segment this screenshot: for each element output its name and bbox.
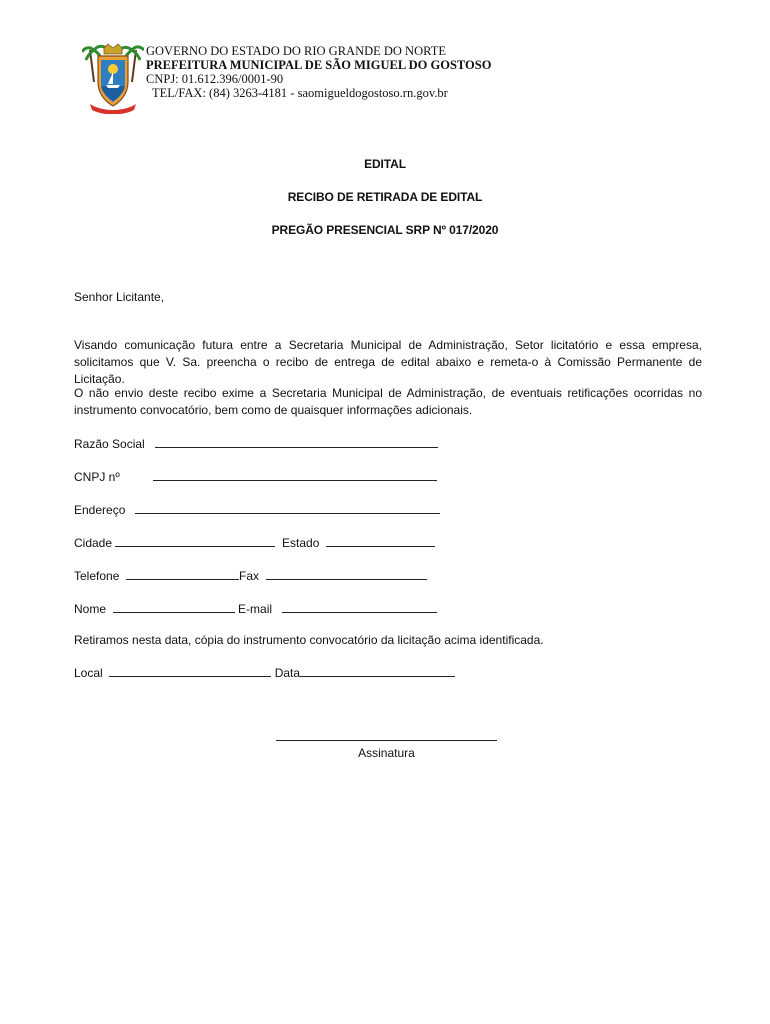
- header-cnpj-line: CNPJ: 01.612.396/0001-90: [146, 72, 284, 86]
- data-label: Data: [274, 666, 301, 680]
- title-pregao: PREGÃO PRESENCIAL SRP Nº 017/2020: [271, 223, 499, 237]
- signature-line: [276, 740, 497, 741]
- nome-blank: [113, 600, 235, 613]
- email-blank: [282, 600, 437, 613]
- cidade-label: Cidade: [74, 536, 113, 550]
- local-blank: [109, 664, 271, 677]
- nome-label: Nome: [74, 602, 107, 616]
- field-telefone-fax: [74, 567, 427, 583]
- telefone-label: Telefone: [74, 569, 120, 583]
- estado-blank: [326, 534, 435, 547]
- institution-header: [146, 44, 491, 100]
- cnpj-blank: [153, 468, 437, 481]
- razao-social-blank: [155, 435, 438, 448]
- title-edital: EDITAL: [364, 157, 406, 171]
- field-nome-email: [74, 600, 437, 616]
- data-blank: [300, 664, 455, 677]
- header-contact-line: TEL/FAX: (84) 3263-4181 - saomigueldogostoso.rn.gov.br: [152, 86, 448, 100]
- retiramos-statement: Retiramos nesta data, cópia do instrumento convocatório da licitação acima identificada.: [74, 633, 544, 647]
- field-cnpj: [74, 468, 437, 484]
- cnpj-label: CNPJ nº: [74, 470, 120, 484]
- estado-label: Estado: [282, 536, 320, 550]
- signature-label: Assinatura: [358, 746, 415, 760]
- local-label: Local: [74, 666, 103, 680]
- field-endereco: [74, 501, 440, 517]
- paragraph-request: Visando comunicação futura entre a Secretaria Municipal de Administração, Setor licitatório e essa empresa, solicitamos que V. Sa. preencha o recibo de entrega de edital abaixo e remeta-o à Comissão Permanente de Licitação.: [74, 338, 702, 386]
- endereco-blank: [135, 501, 440, 514]
- telefone-blank: [126, 567, 239, 580]
- razao-social-label: Razão Social: [74, 437, 145, 451]
- header-state-line: GOVERNO DO ESTADO DO RIO GRANDE DO NORTE: [146, 44, 446, 58]
- paragraph-notice: O não envio deste recibo exime a Secretaria Municipal de Administração, de eventuais retificações ocorridas no instrumento convocatório, bem como de quaisquer informações adicionais.: [74, 386, 702, 417]
- greeting: Senhor Licitante,: [74, 290, 165, 304]
- email-label: E-mail: [238, 602, 273, 616]
- endereco-label: Endereço: [74, 503, 126, 517]
- municipal-coat-of-arms-icon: [82, 42, 144, 114]
- field-razao-social: [74, 435, 438, 451]
- fax-blank: [266, 567, 427, 580]
- fax-label: Fax: [239, 569, 260, 583]
- title-recibo: RECIBO DE RETIRADA DE EDITAL: [287, 190, 483, 204]
- header-prefeitura-line: PREFEITURA MUNICIPAL DE SÃO MIGUEL DO GOSTOSO: [146, 58, 492, 72]
- cidade-blank: [115, 534, 275, 547]
- field-local-data: [74, 664, 455, 680]
- field-cidade-estado: [74, 534, 435, 550]
